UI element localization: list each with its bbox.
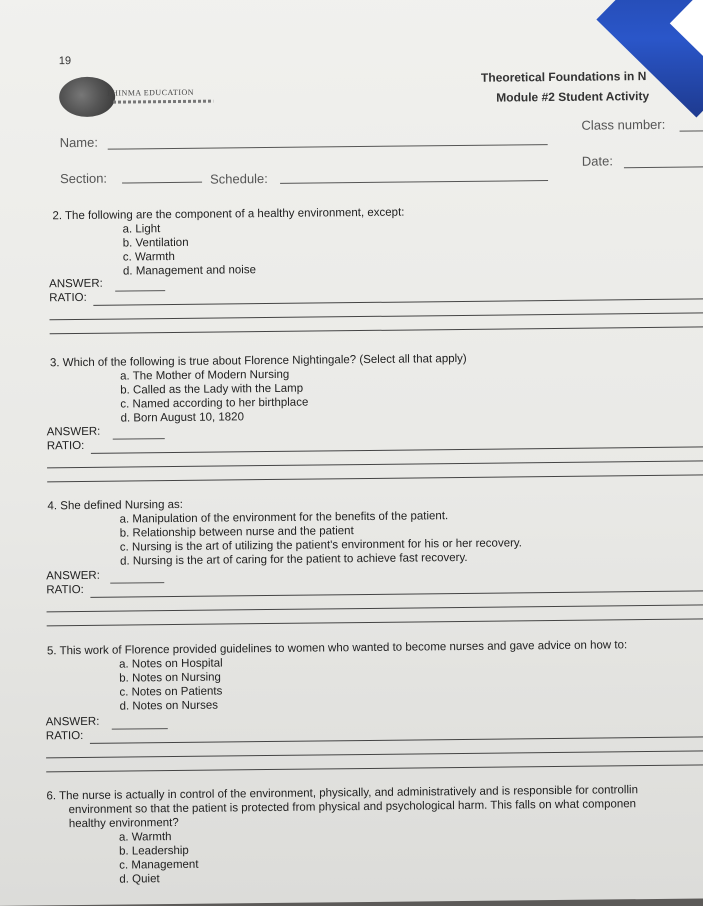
phinma-logo — [59, 75, 229, 117]
answer-field[interactable] — [115, 290, 165, 292]
option-a: a. Notes on Hospital — [119, 657, 223, 671]
page-number: 19 — [58, 55, 72, 68]
ratio-line[interactable] — [91, 446, 703, 454]
ratio-line[interactable] — [93, 298, 703, 306]
ratio-label: RATIO: — [46, 583, 84, 597]
option-b: b. Ventilation — [122, 236, 189, 250]
module-title: Module #2 Student Activity — [496, 88, 650, 105]
option-b: b. Called as the Lady with the Lamp — [120, 382, 304, 397]
answer-field[interactable] — [113, 438, 165, 440]
ratio-label: RATIO: — [49, 291, 87, 305]
section-label: Section: — [59, 170, 108, 187]
option-c: c. Warmth — [122, 250, 175, 264]
ratio-line[interactable] — [46, 764, 703, 772]
option-d: d. Notes on Nurses — [119, 699, 219, 713]
option-b: b. Notes on Nursing — [119, 671, 221, 685]
answer-label: ANSWER: — [45, 715, 100, 729]
option-c: c. Named according to her birthplace — [120, 396, 309, 411]
date-label: Date: — [581, 153, 614, 169]
answer-label: ANSWER: — [46, 569, 100, 583]
logo-text: PHINMA EDUCATION — [107, 87, 195, 98]
ratio-line[interactable] — [47, 460, 703, 468]
question-text: 4. She defined Nursing as: — [47, 498, 184, 513]
question-text: 6. The nurse is actually in control of the environment, physically, and administratively and is responsible for controllin — [46, 784, 639, 803]
question-text: 5. This work of Florence provided guidelines to women who wanted to become nurses and gave advice on how to: — [46, 639, 628, 658]
question-text: 3. Which of the following is true about Florence Nightingale? (Select all that apply) — [49, 352, 467, 370]
ratio-line[interactable] — [90, 590, 703, 598]
option-c: c. Nursing is the art of utilizing the patient's environment for his or her recovery. — [119, 537, 523, 554]
ratio-line[interactable] — [46, 750, 703, 758]
name-field[interactable] — [108, 144, 548, 150]
option-b: b. Relationship between nurse and the patient — [119, 525, 354, 540]
ratio-line[interactable] — [47, 604, 703, 612]
option-c: c. Management — [119, 858, 199, 872]
ratio-label: RATIO: — [45, 729, 84, 743]
option-d: d. Management and noise — [122, 264, 257, 278]
schedule-label: Schedule: — [209, 170, 268, 187]
question-text: environment so that the patient is protected from physical and psychological harm. This falls on what componen — [68, 798, 637, 817]
name-label: Name: — [59, 134, 99, 151]
ratio-line[interactable] — [49, 312, 703, 320]
ratio-line[interactable] — [90, 736, 703, 744]
option-a: a. Warmth — [118, 831, 172, 844]
question-text: healthy environment? — [68, 816, 179, 831]
date-field[interactable] — [624, 166, 703, 168]
answer-label: ANSWER: — [46, 425, 101, 439]
ratio-line[interactable] — [47, 474, 703, 482]
option-d: d. Nursing is the art of caring for the patient to achieve fast recovery. — [119, 551, 468, 568]
ratio-label: RATIO: — [46, 439, 85, 453]
option-a: a. Light — [122, 223, 161, 236]
answer-field[interactable] — [110, 582, 164, 584]
option-c: c. Notes on Patients — [119, 685, 223, 699]
schedule-field[interactable] — [280, 180, 548, 184]
answer-field[interactable] — [112, 728, 168, 730]
answer-label: ANSWER: — [49, 277, 103, 291]
option-d: d. Born August 10, 1820 — [120, 411, 244, 425]
course-title: Theoretical Foundations in N — [480, 69, 647, 85]
ratio-line[interactable] — [47, 618, 703, 626]
option-d: d. Quiet — [119, 873, 160, 886]
option-b: b. Leadership — [119, 844, 189, 858]
option-a: a. Manipulation of the environment for the benefits of the patient. — [119, 510, 449, 526]
ratio-line[interactable] — [50, 326, 703, 334]
logo-tagline — [113, 100, 213, 104]
class-number-field[interactable] — [680, 130, 703, 131]
section-field[interactable] — [122, 182, 202, 184]
option-a: a. The Mother of Modern Nursing — [120, 368, 290, 383]
question-text: 2. The following are the component of a healthy environment, except: — [52, 206, 405, 223]
class-number-label: Class number: — [581, 116, 666, 133]
